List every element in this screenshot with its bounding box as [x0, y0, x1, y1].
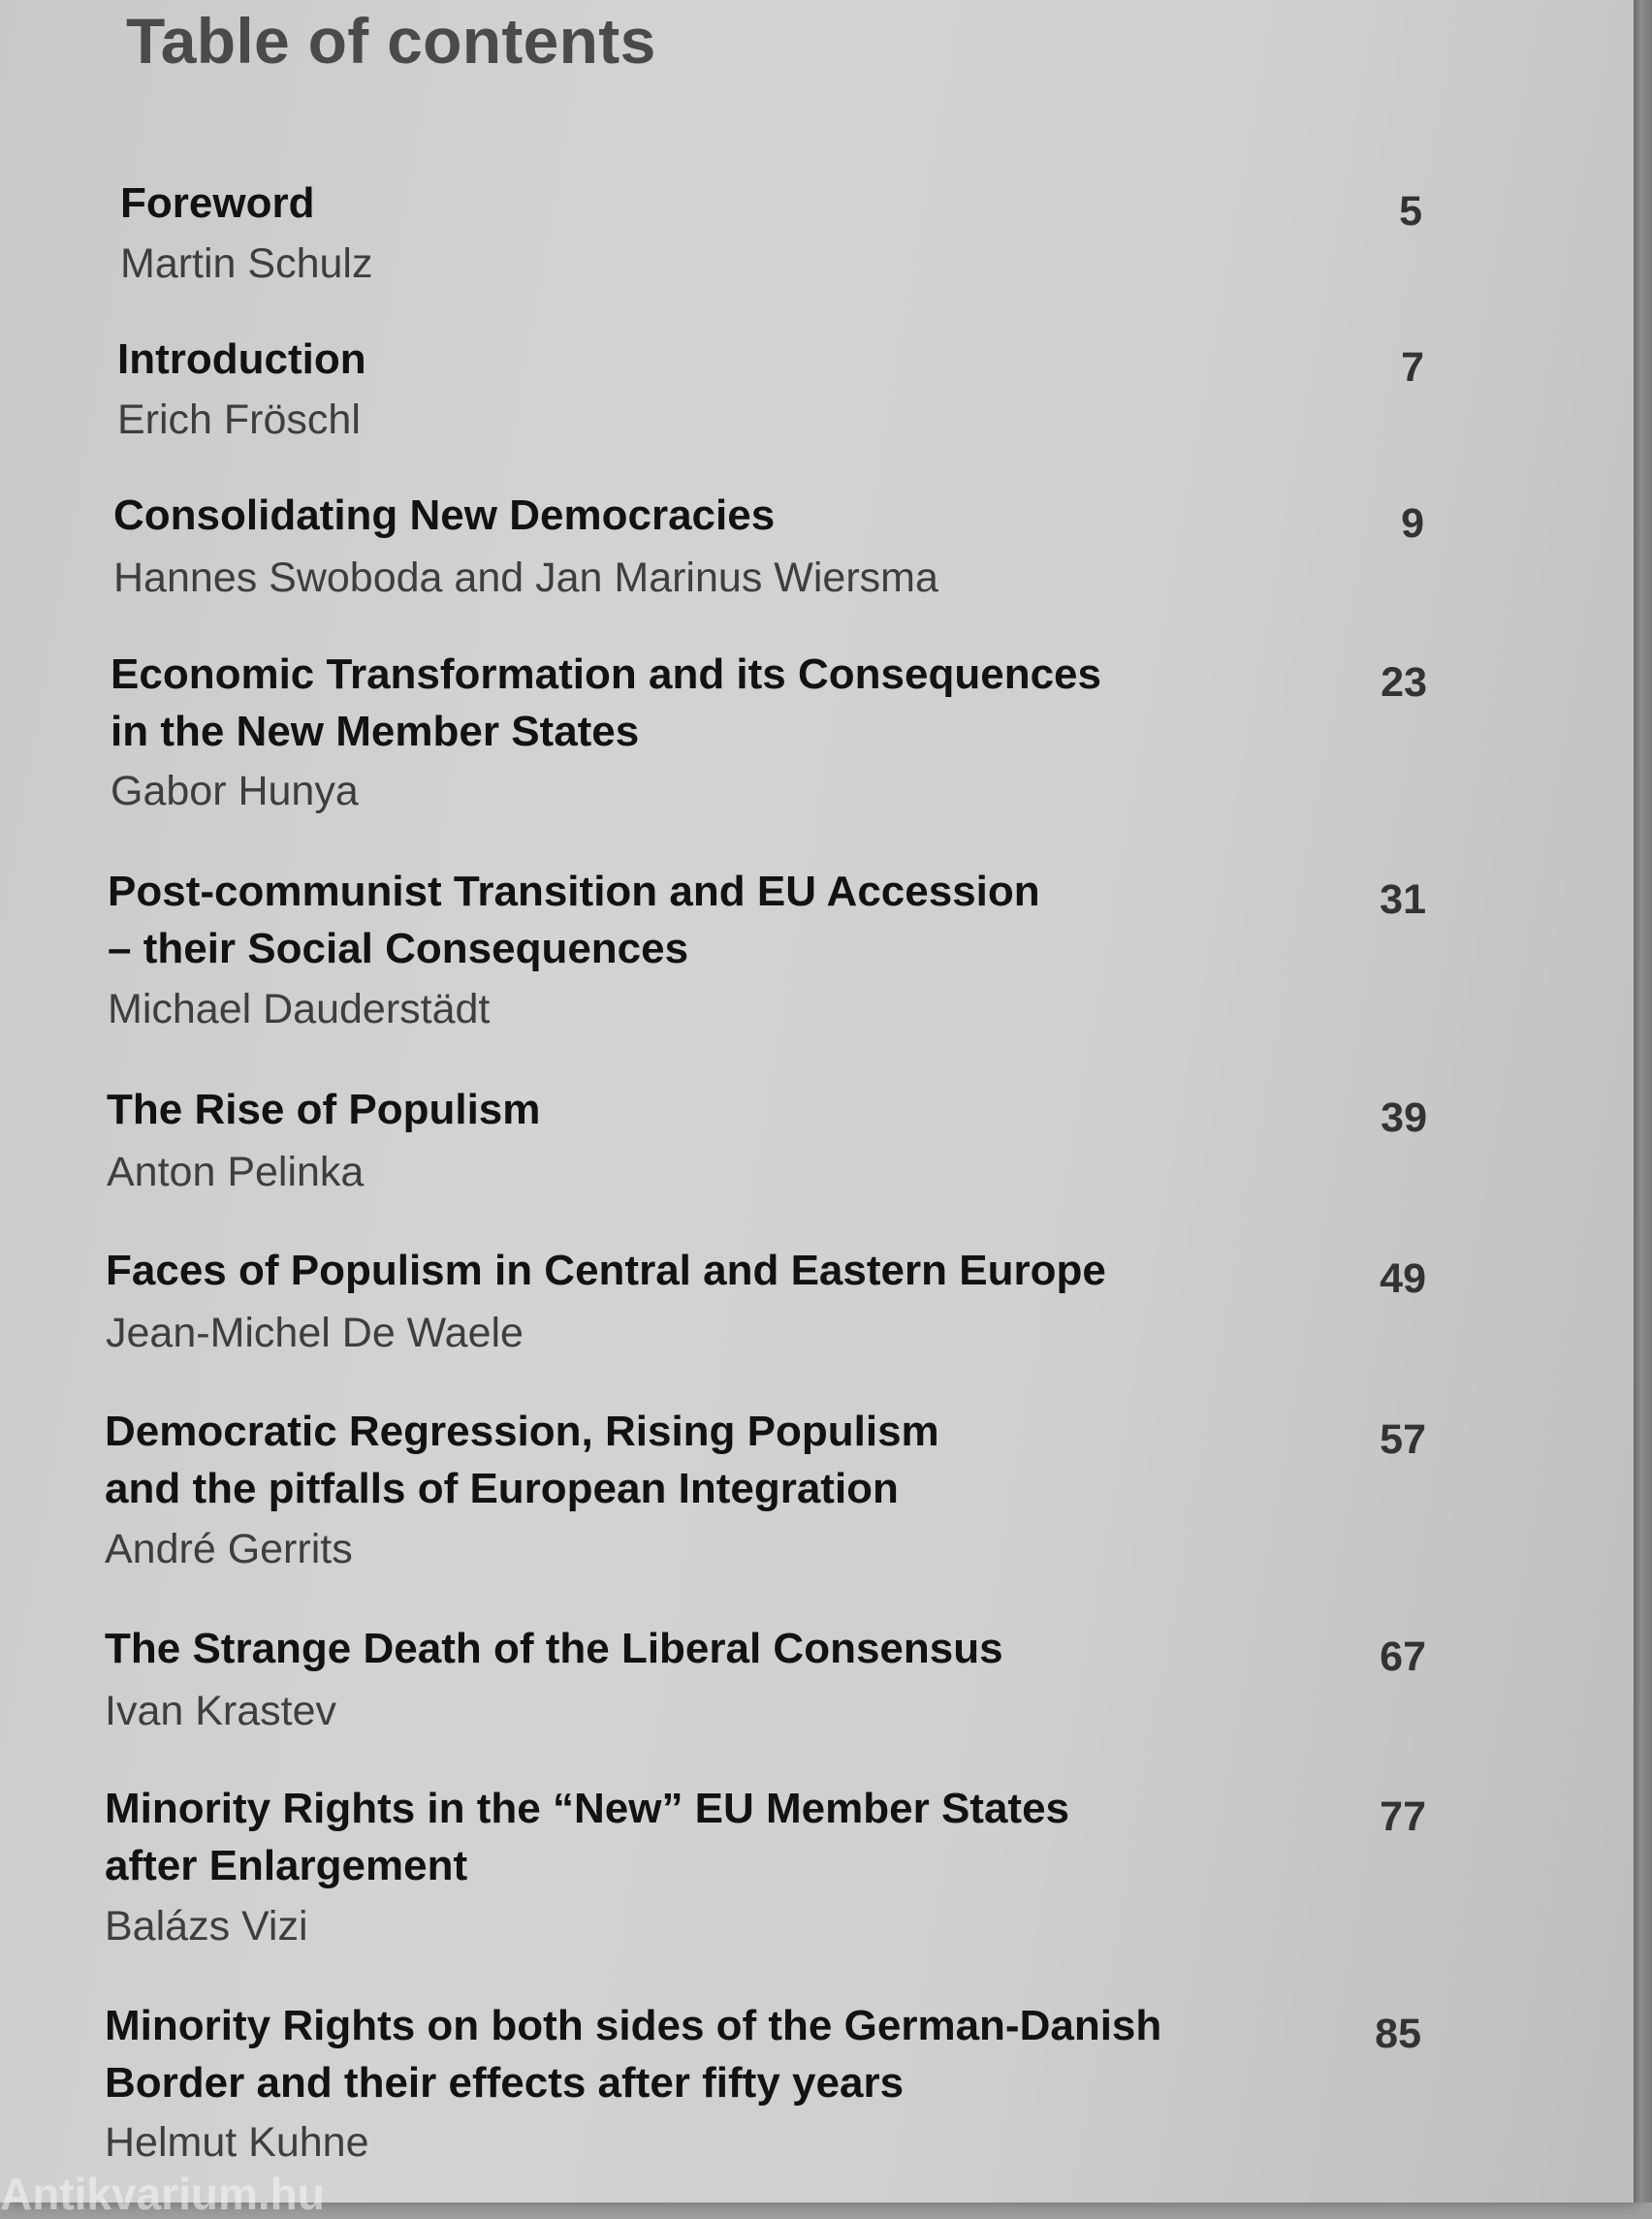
entry-author: André Gerrits: [105, 1526, 353, 1572]
watermark: Antikvarium.hu: [0, 2169, 325, 2219]
entry-page-number: 39: [1381, 1094, 1427, 1141]
entry-title: Economic Transformation and its Consequences in the New Member States: [111, 650, 1101, 755]
entry-author: Michael Dauderstädt: [108, 986, 491, 1032]
entry-title: Post-communist Transition and EU Accession – their Social Consequences: [108, 868, 1040, 972]
entry-author: Hannes Swoboda and Jan Marinus Wiersma: [113, 555, 938, 601]
entry-title: Democratic Regression, Rising Populism and the pitfalls of European Integration: [105, 1408, 939, 1512]
page-edge: [1634, 0, 1652, 2203]
entry-page-number: 85: [1375, 2011, 1421, 2057]
entry-author: Erich Fröschl: [117, 396, 361, 443]
entry-page-number: 57: [1380, 1416, 1426, 1463]
entry-title: Consolidating New Democracies: [113, 491, 776, 539]
entry-title: Foreword: [120, 179, 315, 227]
entry-page-number: 77: [1380, 1793, 1426, 1840]
entry-title: Introduction: [117, 335, 366, 383]
entry-page-number: 49: [1380, 1255, 1426, 1302]
entry-title: The Rise of Populism: [107, 1086, 541, 1133]
entry-author: Gabor Hunya: [111, 768, 359, 814]
entry-page-number: 31: [1380, 876, 1426, 923]
entry-author: Jean-Michel De Waele: [106, 1310, 524, 1356]
toc-heading: Table of contents: [126, 5, 656, 77]
entry-title: The Strange Death of the Liberal Consensus: [105, 1625, 1003, 1672]
entry-title: Minority Rights on both sides of the German-Danish Border and their effects after fifty years: [105, 2002, 1162, 2107]
entry-title: Minority Rights in the “New” EU Member States after Enlargement: [105, 1785, 1070, 1889]
entry-page-number: 7: [1401, 344, 1424, 391]
entry-author: Anton Pelinka: [107, 1149, 365, 1195]
entry-page-number: 9: [1401, 500, 1424, 547]
entry-page-number: 5: [1399, 188, 1422, 235]
entry-title: Faces of Populism in Central and Eastern Europe: [106, 1247, 1106, 1294]
entry-page-number: 67: [1380, 1633, 1426, 1680]
entry-author: Ivan Krastev: [105, 1688, 336, 1734]
entry-page-number: 23: [1381, 659, 1427, 706]
entry-author: Helmut Kuhne: [105, 2119, 369, 2166]
entry-author: Balázs Vizi: [105, 1903, 308, 1950]
entry-author: Martin Schulz: [120, 240, 373, 287]
